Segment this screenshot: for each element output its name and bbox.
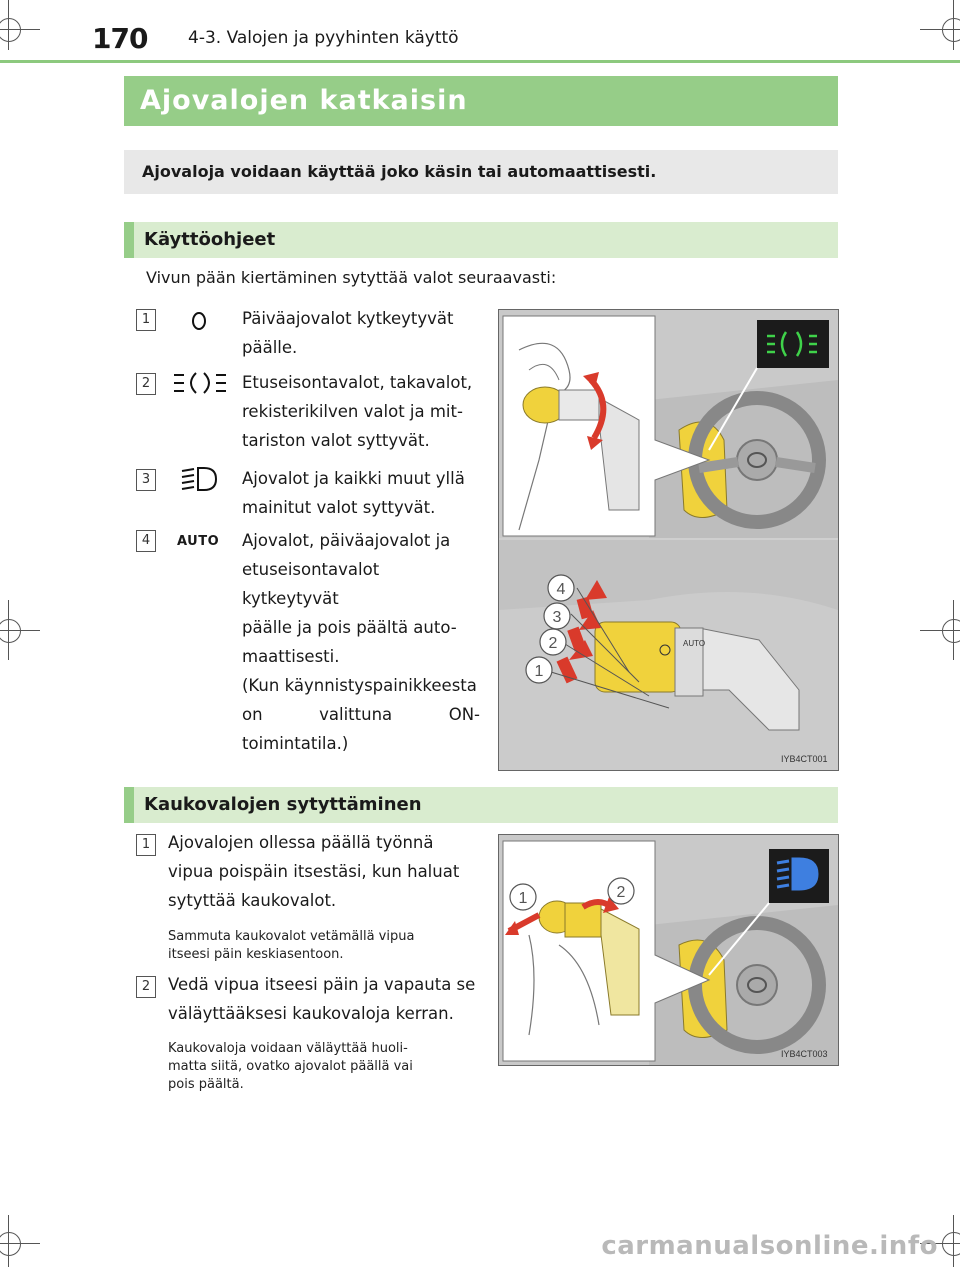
crop-mark-bottom-left (0, 1232, 21, 1256)
text-line: Sammuta kaukovalot vetämällä vipua (168, 929, 415, 944)
callout-1: 1 (534, 663, 544, 680)
item-text-parking-lights (242, 368, 480, 455)
item-number-badge: 2 (136, 373, 156, 395)
crop-line (920, 29, 960, 30)
text-line: pois päältä. (168, 1077, 244, 1092)
callout-2: 2 (548, 635, 558, 652)
item-number-badge: 1 (136, 309, 156, 331)
text-line: tariston valot syttyvät. (242, 431, 430, 450)
item-text-high-beam-on (168, 828, 480, 915)
crop-line (8, 0, 9, 50)
crop-line (0, 1243, 40, 1244)
crop-mark-mid-right (942, 619, 960, 643)
item-number-badge: 3 (136, 469, 156, 491)
crop-line (953, 0, 954, 50)
auto-mode-icon: AUTO (177, 534, 220, 549)
watermark: carmanualsonline.info (601, 1231, 938, 1261)
note-high-beam-off (168, 928, 480, 964)
crop-line (8, 1215, 9, 1267)
crop-mark-top-left (0, 18, 21, 42)
crop-line (953, 1215, 954, 1267)
text-line: vipua poispäin itsestäsi, kun haluat (168, 862, 460, 881)
text-line: matta siitä, ovatko ajovalot päällä vai (168, 1059, 413, 1074)
text-line: päälle. (242, 338, 298, 357)
text-line: Kaukovaloja voidaan väläyttää huoli- (168, 1041, 408, 1056)
text-line: on valittuna ON-toimintatila.) (242, 705, 480, 753)
crop-line (8, 600, 9, 660)
text-line: mainitut valot syttyvät. (242, 498, 436, 517)
text-line: maattisesti. (242, 647, 340, 666)
text-line: Ajovalot, päiväajovalot ja (242, 531, 451, 550)
text-line: sytyttää kaukovalot. (168, 891, 337, 910)
text-line: Etuseisontavalot, takavalot, (242, 373, 473, 392)
callout-2: 2 (616, 884, 626, 901)
illustration-drawing (499, 310, 838, 770)
text-line: rekisterikilven valot ja mit- (242, 402, 463, 421)
callout-4: 4 (556, 581, 566, 598)
crop-mark-bottom-right (942, 1232, 960, 1256)
main-title: Ajovalojen katkaisin (124, 76, 838, 126)
switch-auto-label: AUTO (683, 639, 706, 648)
crop-line (920, 630, 960, 631)
intro-text: Ajovaloja voidaan käyttää joko käsin tai automaattisesti. (124, 150, 838, 194)
section-lead-text: Vivun pään kiertäminen sytyttää valot seuraavasti: (146, 268, 557, 287)
section-heading-operation: Käyttöohjeet (124, 222, 838, 258)
chapter-title: 4-3. Valojen ja pyyhinten käyttö (188, 28, 459, 48)
daytime-running-light-icon (188, 310, 210, 332)
page-number: 170 (92, 22, 148, 55)
crop-line (0, 630, 40, 631)
parking-light-icon (172, 370, 228, 396)
item-text-headlights (242, 464, 480, 522)
item-number-badge: 2 (136, 976, 156, 998)
crop-line (953, 600, 954, 660)
headlight-switch-illustration (498, 309, 839, 771)
image-code: IYB4CT001 (781, 754, 828, 764)
item-text-daytime-lights (242, 304, 480, 362)
text-line: päälle ja pois päältä auto- (242, 618, 457, 637)
callout-1: 1 (518, 890, 528, 907)
note-flash-high-beam (168, 1040, 480, 1094)
item-number-badge: 4 (136, 530, 156, 552)
callout-3: 3 (552, 609, 562, 626)
item-number-badge: 1 (136, 834, 156, 856)
section-heading-high-beam: Kaukovalojen sytyttäminen (124, 787, 838, 823)
image-code: IYB4CT003 (781, 1049, 828, 1059)
text-line: Vedä vipua itseesi päin ja vapauta se (168, 975, 476, 994)
text-line: etuseisontavalot kytkeytyvät (242, 560, 380, 608)
crop-mark-top-right (942, 18, 960, 42)
text-line: Ajovalojen ollessa päällä työnnä (168, 833, 434, 852)
item-text-flash-high-beam (168, 970, 480, 1028)
header-rule (0, 60, 960, 63)
crop-mark-mid-left (0, 619, 21, 643)
text-line: (Kun käynnistyspainikkeesta (242, 676, 477, 695)
crop-line (0, 29, 40, 30)
high-beam-illustration (498, 834, 839, 1066)
text-line: väläyttääksesi kaukovaloja kerran. (168, 1004, 454, 1023)
illustration-drawing (499, 835, 838, 1065)
text-line: Päiväajovalot kytkeytyvät (242, 309, 454, 328)
item-text-auto-mode (242, 526, 480, 758)
headlight-icon (180, 465, 220, 493)
text-line: itseesi päin keskiasentoon. (168, 947, 344, 962)
text-line: Ajovalot ja kaikki muut yllä (242, 469, 465, 488)
